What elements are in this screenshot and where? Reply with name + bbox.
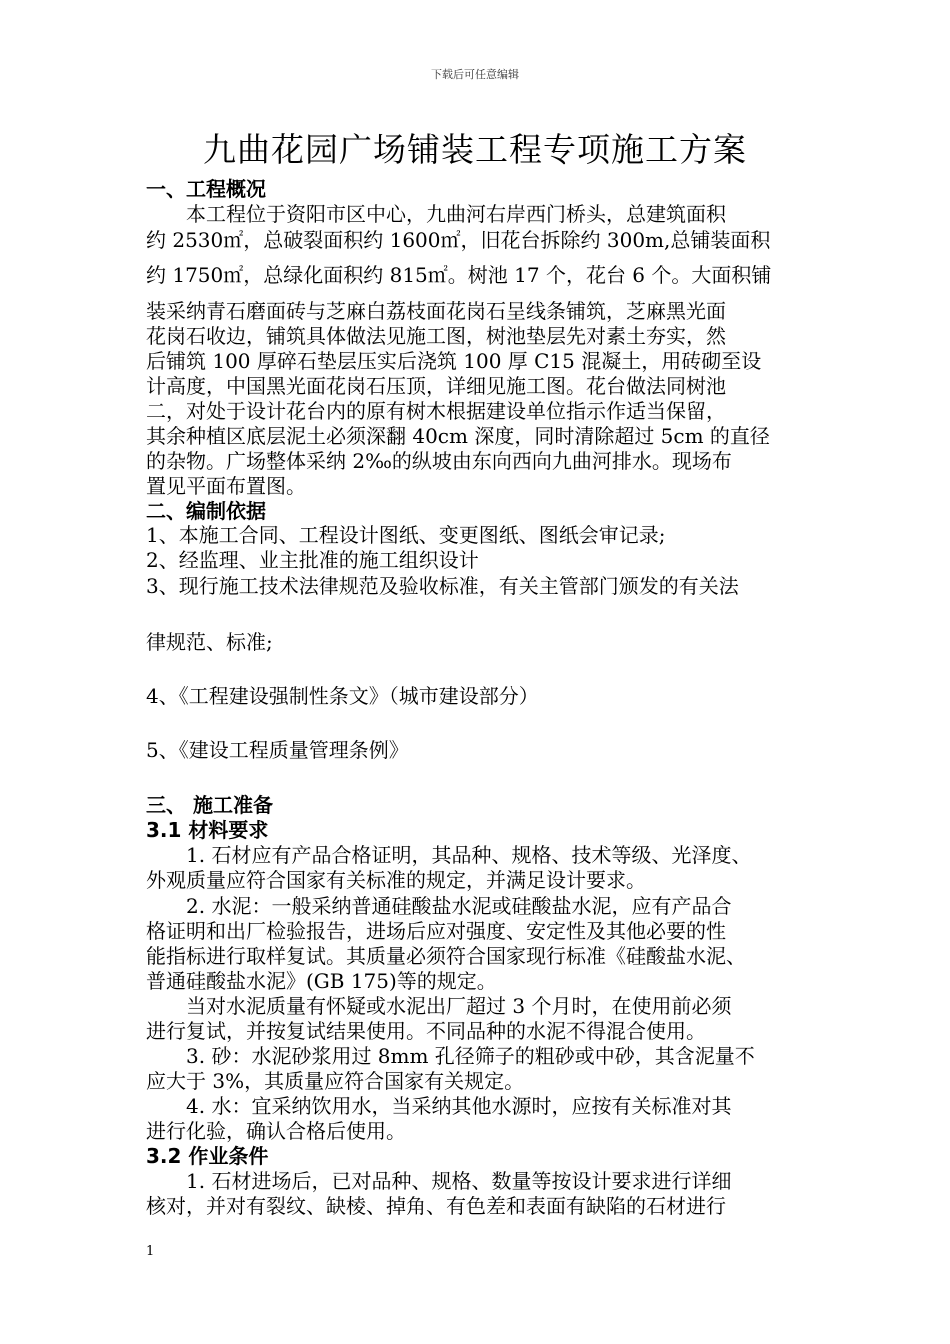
body-text-line: 核对，并对有裂纹、缺棱、掉角、有色差和表面有缺陷的石材进行 bbox=[146, 1194, 726, 1218]
section-heading: 3.2 作业条件 bbox=[146, 1144, 269, 1168]
page-header-note: 下载后可任意编辑 bbox=[431, 68, 519, 81]
body-text-line: 1. 石材应有产品合格证明，其品种、规格、技术等级、光泽度、 bbox=[186, 843, 752, 867]
body-text-line: 外观质量应符合国家有关标准的规定，并满足设计要求。 bbox=[146, 868, 646, 892]
section-heading: 3.1 材料要求 bbox=[146, 818, 269, 842]
body-text-line: 装采纳青石磨面砖与芝麻白荔枝面花岗石呈线条铺筑，芝麻黑光面 bbox=[146, 299, 726, 323]
body-text-line: 1. 石材进场后，已对品种、规格、数量等按设计要求进行详细 bbox=[186, 1169, 732, 1193]
body-text-line: 进行化验，确认合格后使用。 bbox=[146, 1119, 406, 1143]
body-text-line: 4. 水：宜采纳饮用水，当采纳其他水源时，应按有关标准对其 bbox=[186, 1094, 732, 1118]
body-text-line: 本工程位于资阳市区中心，九曲河右岸西门桥头，总建筑面积 bbox=[186, 202, 726, 226]
body-text-line: 二，对处于设计花台内的原有树木根据建设单位指示作适当保留， bbox=[146, 399, 726, 423]
document-title: 九曲花园广场铺装工程专项施工方案 bbox=[203, 130, 747, 169]
body-text-line: 能指标进行取样复试。其质量必须符合国家现行标准《硅酸盐水泥、 bbox=[146, 944, 746, 968]
body-text-line: 4、《工程建设强制性条文》（城市建设部分） bbox=[146, 684, 539, 708]
body-text-line: 应大于 3%，其质量应符合国家有关规定。 bbox=[146, 1069, 525, 1093]
body-text-line: 3. 砂：水泥砂浆用过 8mm 孔径筛子的粗砂或中砂，其含泥量不 bbox=[186, 1044, 755, 1068]
body-text-line: 约 2530㎡，总破裂面积约 1600㎡，旧花台拆除约 300m,总铺装面积 bbox=[146, 228, 771, 252]
body-text-line: 约 1750㎡，总绿化面积约 815㎡。树池 17 个，花台 6 个。大面积铺 bbox=[146, 263, 772, 287]
body-text-line: 3、现行施工技术法律规范及验收标准，有关主管部门颁发的有关法 bbox=[146, 574, 739, 598]
body-text-line: 1、本施工合同、工程设计图纸、变更图纸、图纸会审记录; bbox=[146, 523, 666, 547]
body-text-line: 普通硅酸盐水泥》(GB 175)等的规定。 bbox=[146, 969, 497, 993]
section-heading: 二、编制依据 bbox=[146, 499, 266, 523]
body-text-line: 律规范、标准; bbox=[146, 630, 273, 654]
section-heading: 一、工程概况 bbox=[146, 177, 266, 201]
body-text-line: 进行复试，并按复试结果使用。不同品种的水泥不得混合使用。 bbox=[146, 1019, 706, 1043]
body-text-line: 2. 水泥：一般采纳普通硅酸盐水泥或硅酸盐水泥，应有产品合 bbox=[186, 894, 732, 918]
body-text-line: 置见平面布置图。 bbox=[146, 474, 306, 498]
body-text-line: 花岗石收边，铺筑具体做法见施工图，树池垫层先对素土夯实，然 bbox=[146, 324, 726, 348]
page-number: 1 bbox=[146, 1244, 155, 1259]
body-text-line: 2、经监理、业主批准的施工组织设计 bbox=[146, 548, 479, 572]
body-text-line: 其余种植区底层泥土必须深翻 40cm 深度，同时清除超过 5cm 的直径 bbox=[146, 424, 770, 448]
body-text-line: 的杂物。广场整体采纳 2‰的纵坡由东向西向九曲河排水。现场布 bbox=[146, 449, 732, 473]
body-text-line: 计高度，中国黑光面花岗石压顶，详细见施工图。花台做法同树池 bbox=[146, 374, 726, 398]
section-heading: 三、 施工准备 bbox=[146, 793, 273, 817]
body-text-line: 5、《建设工程质量管理条例》 bbox=[146, 738, 409, 762]
body-text-line: 格证明和出厂检验报告，进场后应对强度、安定性及其他必要的性 bbox=[146, 919, 726, 943]
body-text-line: 当对水泥质量有怀疑或水泥出厂超过 3 个月时，在使用前必须 bbox=[186, 994, 732, 1018]
body-text-line: 后铺筑 100 厚碎石垫层压实后浇筑 100 厚 C15 混凝土，用砖砌至设 bbox=[146, 349, 762, 373]
